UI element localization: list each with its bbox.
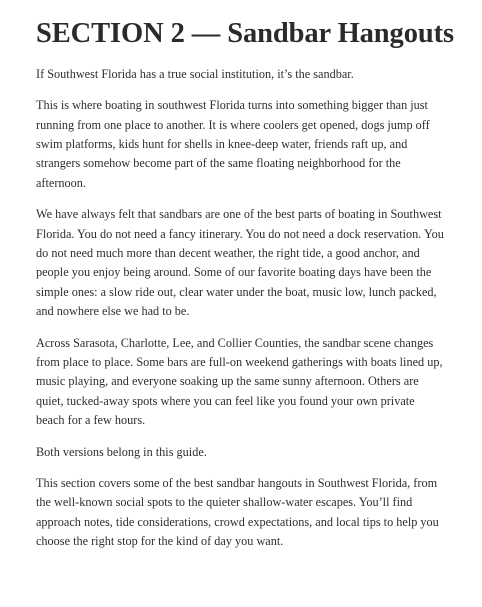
section-title: SECTION 2 — Sandbar Hangouts: [36, 18, 454, 49]
paragraph-section-overview: This section covers some of the best sandbar hangouts in Southwest Florida, from the well-known social spots to the quieter shallow-water escapes. You’ll find approach notes, tide considerations, crowd expectations, and local tips to help you choose the right stop for the kind of day you want.: [36, 476, 439, 549]
paragraph-counties: Across Sarasota, Charlotte, Lee, and Collier Counties, the sandbar scene changes from place to place. Some bars are full-on weekend gatherings with boats lined up, music playing, and everyone soaking up the same sunny afternoon. Others are quiet, tucked-away spots where you can feel like you found your own private beach for a few hours.: [36, 335, 443, 428]
paragraph-boating-social: This is where boating in southwest Florida turns into something bigger than just running from one place to another. It is where coolers get opened, dogs jump off swim platforms, kids hunt for shells in knee-deep water, friends raft up, and strangers somehow become part of the same floating neighborhood for the afternoon.: [36, 98, 430, 190]
paragraph-intro: If Southwest Florida has a true social institution, it’s the sandbar.: [36, 66, 354, 81]
paragraph-both-versions: Both versions belong in this guide.: [36, 444, 207, 459]
paragraph-best-parts: We have always felt that sandbars are one of the best parts of boating in Southwest Florida. You do not need a fancy itinerary. You do not need a dock reservation. You do not need much more than decent weather, the right tide, a good anchor, and people you enjoy being around. Some of our favorite boating days have been the simple ones: a slow ride out, clear water under the boat, music low, lunch packed, and nowhere else we had to be.: [36, 207, 444, 319]
document-page: [36, 18, 454, 564]
